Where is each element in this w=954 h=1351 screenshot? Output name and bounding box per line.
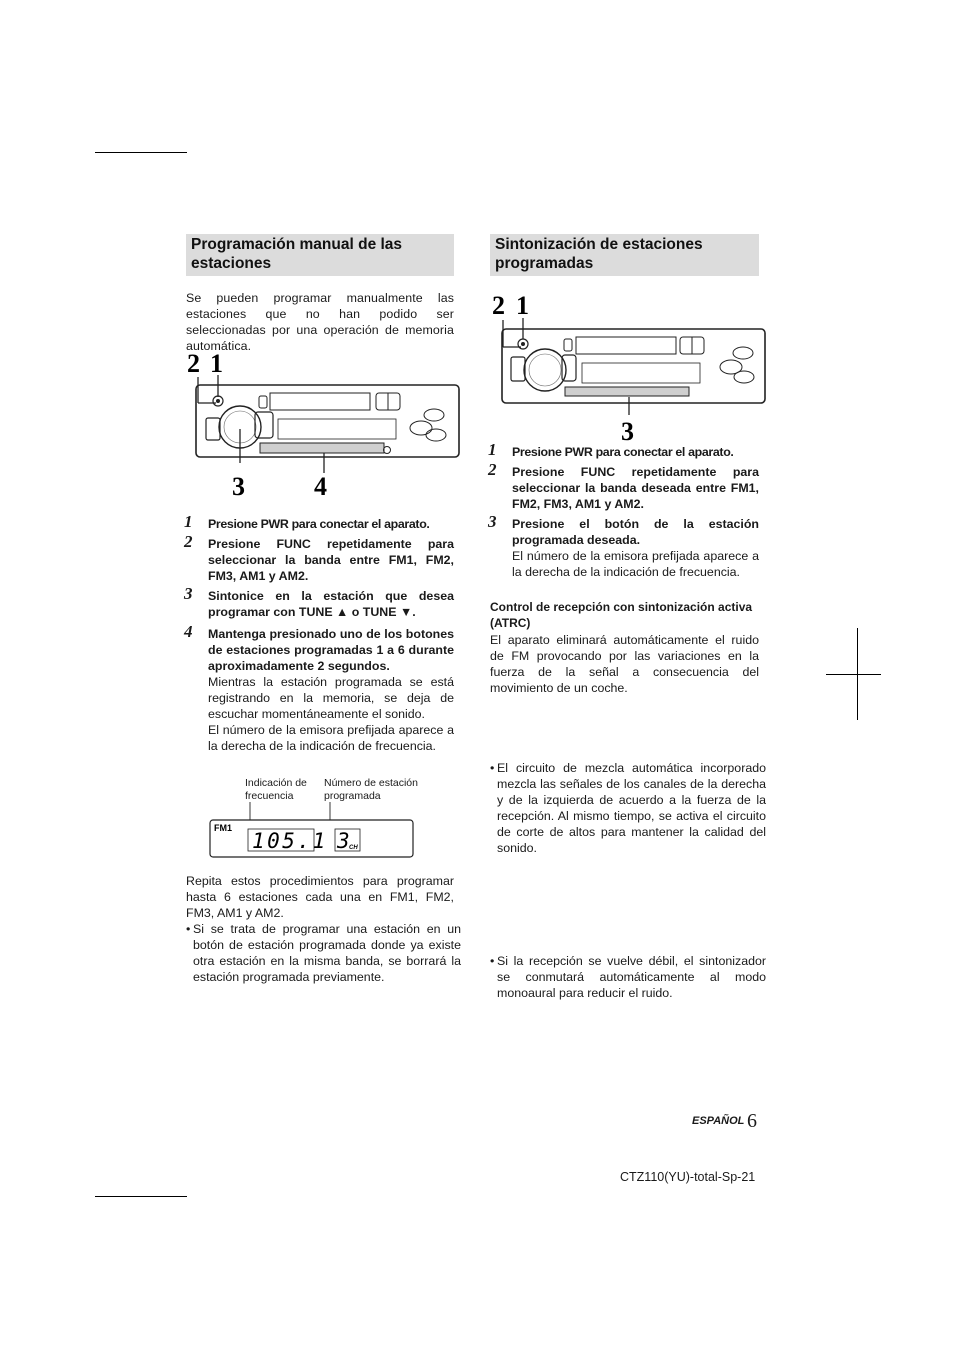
step-3-left [184,584,454,620]
label-frequency-indication: Indicación de frecuencia [245,777,307,802]
section-heading-preset-tuning: Sintonización de estaciones programadas [490,234,759,276]
car-stereo-illustration-left [186,345,466,500]
car-stereo-illustration-right [488,287,768,445]
footer-document-code: CTZ110(YU)-total-Sp-21 [620,1170,756,1184]
step-1-right [488,440,759,460]
step-1-left [184,512,454,532]
atrc-bullet-2: • Si la recepción se vuelve débil, el sintonizador se conmutará automáticamente al modo monoaural para reducir el ruido. [490,953,766,1001]
step-3-right [488,512,759,580]
figure-label-3: 3 [232,472,245,500]
figure-label-3: 3 [621,417,634,445]
step-number: 4 [184,622,193,641]
step-text: Presione el botón de la estación programada deseada. [512,517,759,547]
step-number: 2 [184,532,193,551]
lcd-channel: 3 [337,829,350,853]
section-heading-manual-programming: Programación manual de las estaciones [186,234,454,276]
step-number: 1 [488,440,497,459]
crop-mark-bottom-left [95,1196,187,1197]
step-number: 1 [184,512,193,531]
lcd-ch-unit: CH [349,845,358,851]
step-text: Presione FUNC repetidamente para seleccionar la banda deseada entre FM1, FM2, FM3, AM1 y AM2. [512,465,759,511]
figure-label-1: 1 [516,291,529,320]
step-note: Mientras la estación programada se está registrando en la memoria, se deja de escuchar momentáneamente el sonido. [208,675,454,721]
atrc-paragraph: El aparato eliminará automáticamente el ruido de FM provocando por las variaciones en la fuerza de la señal a consecuencia del movimiento de un coche. [490,633,759,695]
step-text: Presione FUNC repetidamente para seleccionar la banda entre FM1, FM2, FM3, AM1 y AM2. [208,537,454,583]
figure-label-2: 2 [187,349,200,378]
step-number: 2 [488,460,497,479]
step-2-right [488,460,759,512]
intro-paragraph: Se pueden programar manualmente las estaciones que no han podido ser seleccionadas por una operación de memoria automática. [186,291,454,353]
atrc-heading: Control de recepción con sintonización activa (ATRC) [490,600,753,630]
figure-label-1: 1 [210,349,223,378]
step-note: El número de la emisora prefijada aparece a la derecha de la indicación de frecuencia. [208,723,454,753]
outro-paragraph: Repita estos procedimientos para programar hasta 6 estaciones cada una en FM1, FM2, FM3, AM1 y AM2. [186,874,454,920]
lcd-band: FM1 [214,823,232,833]
step-4-left [184,622,454,754]
step-2-left [184,532,454,584]
lcd-frequency: 105.1 [252,829,328,853]
footer-language: ESPAÑOL [692,1115,745,1127]
crop-mark-right-horizontal [826,674,881,675]
crop-mark-right-vertical [857,628,858,720]
crop-mark-top-left [95,152,187,153]
atrc-bullet-1: • El circuito de mezcla automática incorporado mezcla las señales de los canales de la derecha y de la izquierda de acuerdo a la fuerza de la recepción. Al mismo tiempo, se activa el circuito de corte de altos para mantener la calidad del sonido. [490,760,766,856]
bullet-overwrite-warning: • Si se trata de programar una estación en un botón de estación programada donde ya existe otra estación en la misma banda, se borrará la estación programada previamente. [186,921,461,985]
step-number: 3 [184,584,193,603]
figure-label-4: 4 [314,472,327,500]
step-text: Mantenga presionado uno de los botones de estaciones programadas 1 a 6 durante aproximadamente 2 segundos. [208,627,454,673]
step-note: El número de la emisora prefijada aparece a la derecha de la indicación de frecuencia. [512,549,759,579]
step-text: Presione PWR para conectar el aparato. [208,517,430,531]
step-text: Presione PWR para conectar el aparato. [512,445,734,459]
label-station-number: Número de estación programada [324,777,418,802]
lcd-display-illustration [208,802,418,862]
figure-label-2: 2 [492,291,505,320]
step-number: 3 [488,512,497,531]
footer-page-number: 6 [747,1110,757,1132]
step-text: Sintonice en la estación que desea programar con TUNE ▲ o TUNE ▼. [208,589,454,619]
